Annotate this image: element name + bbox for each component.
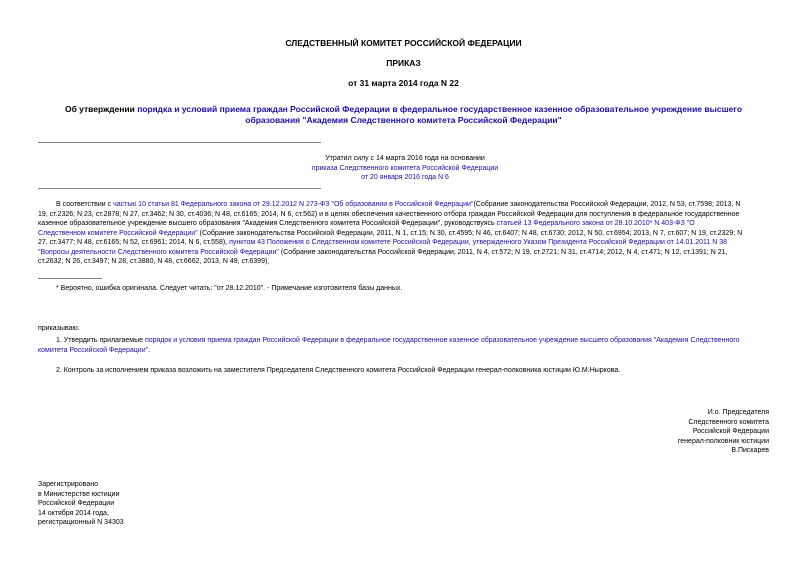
preamble-text: (Собрание законодательства Российской Федерации, 2012, N 53, ст.7598; 2013, N	[473, 201, 741, 208]
preamble-line	[38, 229, 770, 239]
divider	[38, 188, 321, 189]
preamble-text: (Собрание законодательства Российской Федерации, 2011, N 4, ст.572; N 19, ст.2721; N 31, ст.4714; 2012, N 4, ст.471; N 12, ст.1391; N 21,	[278, 248, 728, 256]
registration-line: в Министерстве юстиции	[38, 490, 120, 498]
preamble-line	[38, 200, 770, 210]
preamble-line: 19, ст.2326; N 23, ст.2878; N 27, ст.3462; N 30, ст.4036; N 48, ст.6165; 2014, N 6, ст.562) и в целях обеспечения качественного отбора граждан Российской Федерации для поступления в федеральное государственное	[38, 210, 740, 218]
registration-line: Зарегистрировано	[38, 481, 98, 488]
preamble-text: (Собрание законодательства Российской Федерации, 2011, N 1, ст.15; N 30, ст.4595; N 46, ст.6407; N 48, ст.6730; 2012, N 50, ст.6954; 2013, N 7, ст.607; N 19, ст.2329; N	[197, 229, 743, 237]
registration-line: Российской Федерации	[38, 500, 115, 507]
title-link-cont[interactable]: образования "Академия Следственного комитета Российской Федерации"	[245, 115, 562, 125]
registration-line: 14 октября 2014 года,	[38, 509, 109, 517]
order-item-2: 2. Контроль за исполнением приказа возложить на заместителя Председателя Следственного комитета Российской Федерации генерал-полковника юстиции Ю.М.Ныркова.	[56, 367, 621, 374]
regulation-link[interactable]: пунктом 43 Положения о Следственном комитете Российской Федерации, утвержденного Указом Президента Российской Федерации от 14.01.2011 N 38	[229, 239, 728, 246]
order-item-1	[38, 336, 770, 355]
status-link-date[interactable]: от 20 января 2016 года N 6	[361, 174, 449, 181]
preamble	[38, 200, 770, 267]
document-date-number: от 31 марта 2014 года N 22	[348, 78, 459, 88]
signature-line: И.о. Председателя	[707, 409, 769, 416]
footnote-divider	[38, 278, 102, 279]
registration-line: регистрационный N 34303	[38, 519, 124, 526]
organization-heading: СЛЕДСТВЕННЫЙ КОМИТЕТ РОССИЙСКОЙ ФЕДЕРАЦИИ	[285, 38, 522, 48]
status-link-order[interactable]: приказа Следственного комитета Российской Федерации	[311, 164, 499, 172]
procedure-link-cont[interactable]: комитета Российской Федерации"	[38, 346, 149, 354]
registration-block	[38, 480, 124, 528]
signature-line: Российской Федерации	[692, 428, 769, 435]
title-prefix: Об утверждении	[64, 104, 138, 114]
preamble-text: В соответствии с	[56, 201, 114, 208]
regulation-link-cont[interactable]: "Вопросы деятельности Следственного комитета Российской Федерации"	[38, 248, 279, 256]
preamble-text: казенное образовательное учреждение высшего образования "Академия Следственного комитета Российской Федерации", руководствуясь	[38, 220, 497, 227]
order-intro: приказываю:	[38, 325, 80, 332]
preamble-text: 27, ст.3477; N 48, ст.6165; N 52, ст.6961; 2014, N 6, ст.558),	[38, 239, 230, 246]
signature-line: Следственного комитета	[688, 418, 769, 426]
article-link[interactable]: статьей 13 Федерального закона от 28.10.2010* N 403-ФЗ "О	[496, 220, 695, 227]
law-link[interactable]: частью 10 статьи 81 Федерального закона от 29.12.2012 N 273-ФЗ "Об образовании в Российской Федерации"	[113, 201, 474, 208]
signature-block	[678, 408, 769, 456]
preamble-line: ст.2632; N 26, ст.3497; N 28, ст.3880, N 48, ст.6662, 2013, N 49, ст.6399),	[38, 258, 270, 265]
procedure-link[interactable]: порядок и условия приема граждан Российской Федерации в федеральное государственное казенное образовательное учреждение высшего образования "Академия Следственного	[144, 337, 740, 344]
order-text: .	[148, 346, 151, 354]
signature-line: генерал-полковник юстиции	[677, 437, 769, 445]
preamble-line	[38, 219, 770, 229]
signature-name: В.Пискарев	[731, 447, 769, 454]
title-link[interactable]: порядка и условий приема граждан Российской Федерации в федеральное государственное казенное образовательное учреждение высшего	[137, 104, 743, 114]
article-link-cont[interactable]: Следственном комитете Российской Федерации"	[38, 229, 198, 237]
divider	[38, 142, 321, 143]
preamble-line	[38, 248, 770, 258]
footnote: * Вероятно, ошибка оригинала. Следует читать: "от 28.12.2010". - Примечание изготовителя базы данных.	[56, 285, 403, 292]
preamble-line	[38, 238, 770, 248]
status-line: Утратил силу с 14 марта 2016 года на основании	[325, 155, 485, 162]
order-text: 1. Утвердить прилагаемые	[56, 337, 145, 344]
document-title	[0, 104, 807, 126]
document-type: ПРИКАЗ	[386, 58, 421, 68]
